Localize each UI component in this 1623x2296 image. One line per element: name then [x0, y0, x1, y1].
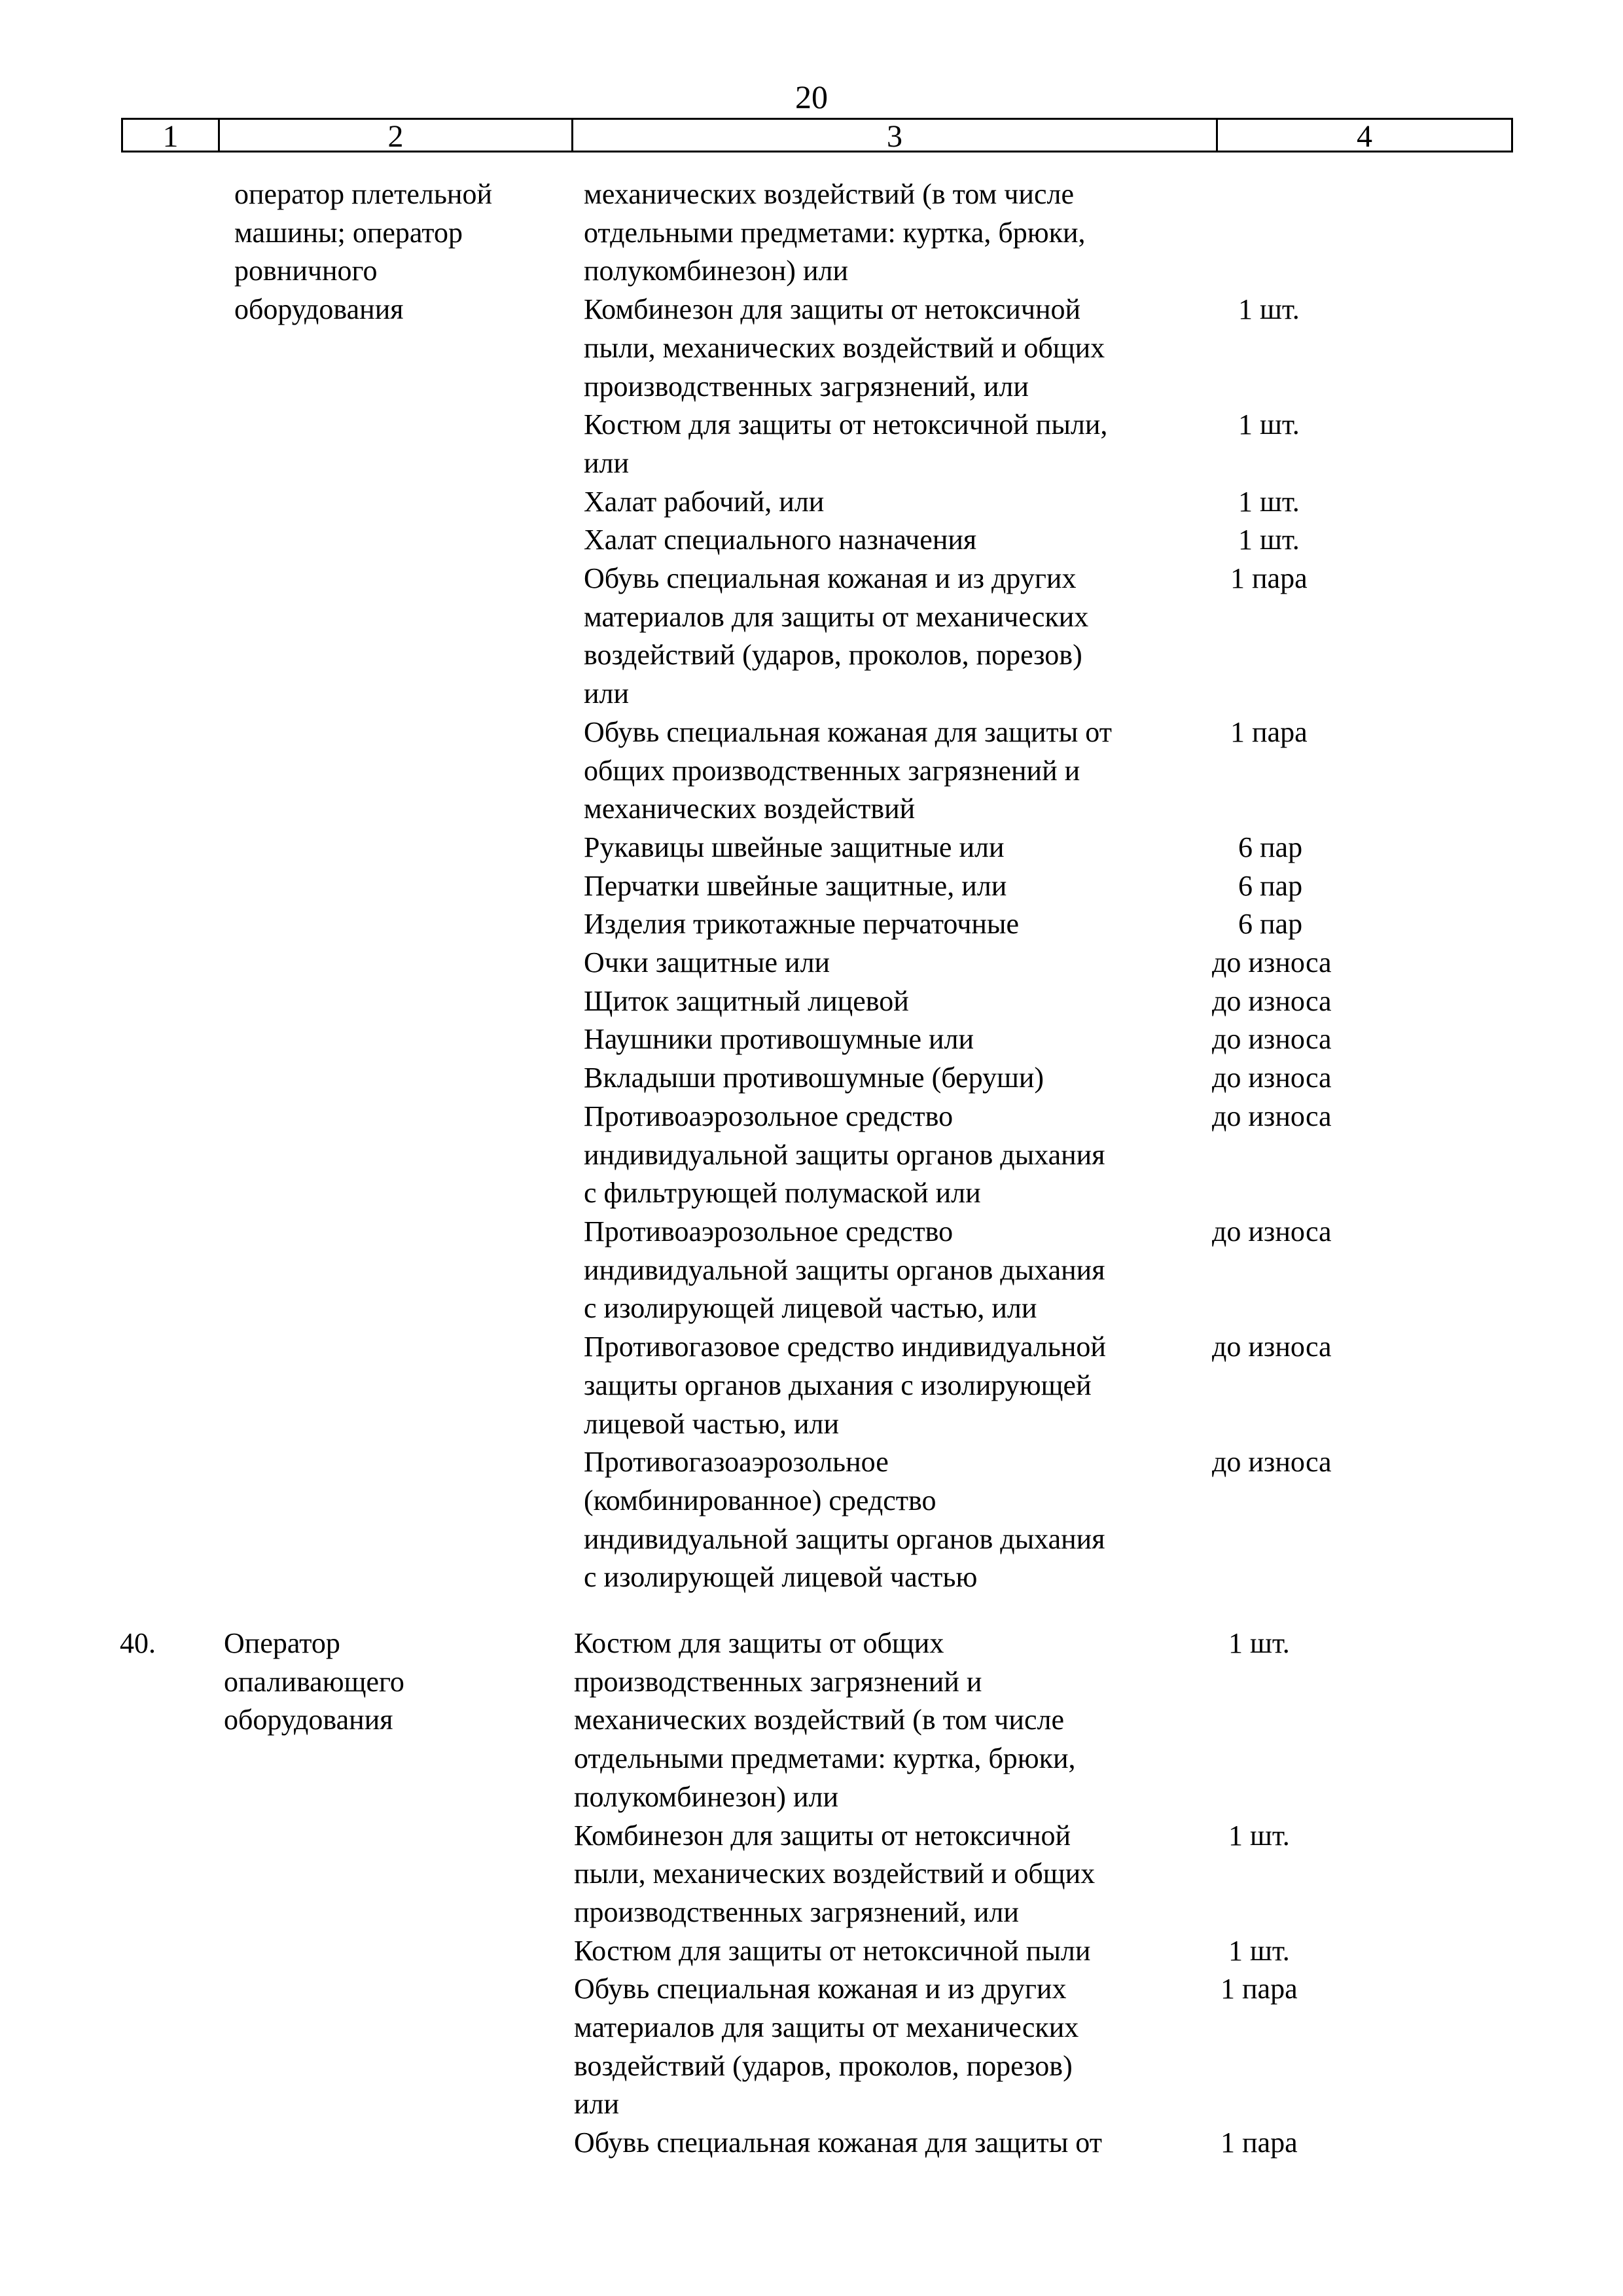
item-quantity: до износа — [1212, 1446, 1332, 1479]
table-header-col-1: 1 — [162, 119, 179, 154]
item-quantity: до износа — [1212, 946, 1332, 979]
item-name: Обувь специальная кожаная для защиты от — [574, 2126, 1102, 2159]
list-item — [584, 982, 1500, 1021]
item-name: Противогазоаэрозольное (комбинированное) средство индивидуальной защиты органов дыхания с изолирующей лицевой частью — [584, 1446, 1105, 1594]
item-quantity: 1 шт. — [1238, 524, 1300, 556]
list-item — [584, 175, 1500, 291]
list-item — [584, 713, 1500, 829]
item-quantity: 1 пара — [1230, 715, 1308, 748]
item-name: Очки защитные или — [584, 946, 830, 979]
occupation-line: Оператор — [224, 1627, 340, 1659]
item-name: механических воздействий (в том числе отдельными предметами: куртка, брюки, полукомбинезон) или — [584, 178, 1086, 287]
occupation-line: машины; оператор — [234, 216, 463, 249]
item-quantity: до износа — [1212, 1331, 1332, 1363]
row-number: 40. — [120, 1627, 156, 1659]
items-list — [574, 1624, 1490, 2162]
item-name: Обувь специальная кожаная и из других материалов для защиты от механических воздействий (ударов, проколов, порезов) или — [574, 1973, 1079, 2121]
item-quantity: до износа — [1212, 1062, 1332, 1094]
occupation-line: оператор плетельной — [234, 178, 493, 210]
item-name: Щиток защитный лицевой — [584, 984, 909, 1017]
item-quantity: 1 пара — [1221, 1973, 1298, 2005]
list-item — [574, 2124, 1490, 2162]
list-item — [584, 1098, 1500, 1213]
item-quantity: до износа — [1212, 984, 1332, 1017]
list-item — [584, 1213, 1500, 1328]
item-name: Изделия трикотажные перчаточные — [584, 908, 1020, 941]
table-header-col-2: 2 — [218, 120, 571, 151]
item-quantity: 1 шт. — [1238, 293, 1300, 326]
table-header-row — [121, 118, 1513, 152]
item-quantity: 1 пара — [1221, 2126, 1298, 2159]
item-quantity: 1 шт. — [1228, 1819, 1290, 1852]
list-item — [584, 483, 1500, 522]
occupation-line: оборудования — [224, 1704, 393, 1736]
item-name: Костюм для защиты от нетоксичной пыли, или — [584, 408, 1108, 479]
list-item — [584, 944, 1500, 982]
occupation-line: оборудования — [234, 293, 404, 326]
list-item — [584, 560, 1500, 713]
item-name: Вкладыши противошумные (беруши) — [584, 1062, 1044, 1094]
section-40 — [0, 1624, 1623, 2214]
item-quantity: 6 пар — [1238, 869, 1303, 902]
list-item — [584, 905, 1500, 944]
table-header-col-3: 3 — [571, 120, 1216, 151]
list-item — [574, 1970, 1490, 2124]
occupation-cell — [224, 1624, 564, 1740]
item-quantity: 1 шт. — [1228, 1934, 1290, 1967]
item-quantity: 1 шт. — [1228, 1627, 1290, 1659]
item-quantity: до износа — [1212, 1100, 1332, 1132]
occupation-line: опаливающего — [224, 1665, 404, 1698]
item-name: Наушники противошумные или — [584, 1023, 974, 1056]
table-header-col-4: 4 — [1216, 120, 1511, 151]
item-name: Халат рабочий, или — [584, 485, 825, 518]
item-quantity: до износа — [1212, 1023, 1332, 1056]
list-item — [574, 1624, 1490, 1817]
item-name: Рукавицы швейные защитные или — [584, 831, 1005, 863]
item-name: Халат специального назначения — [584, 524, 977, 556]
item-name: Противоаэрозольное средство индивидуальной защиты органов дыхания с изолирующей лицевой частью, или — [584, 1215, 1105, 1325]
list-item — [574, 1817, 1490, 1932]
page-number: 20 — [795, 79, 828, 115]
occupation-cell — [234, 175, 575, 329]
section-continued — [0, 175, 1623, 1594]
list-item — [584, 406, 1500, 482]
item-quantity: 6 пар — [1238, 908, 1303, 941]
item-quantity: 1 шт. — [1238, 408, 1300, 441]
item-name: Обувь специальная кожаная и из других материалов для защиты от механических воздействий (ударов, проколов, порезов) или — [584, 562, 1089, 710]
items-list — [584, 175, 1500, 1597]
item-quantity: 1 пара — [1230, 562, 1308, 595]
item-name: Костюм для защиты от общих производственных загрязнений и механических воздействий (в том числе отдельными предметами: куртка, брюки, полукомбинезон) или — [574, 1627, 1076, 1813]
list-item — [584, 291, 1500, 406]
item-quantity: 6 пар — [1238, 831, 1303, 863]
item-name: Противогазовое средство индивидуальной защиты органов дыхания с изолирующей лицевой частью, или — [584, 1331, 1106, 1440]
list-item — [584, 1328, 1500, 1443]
list-item — [574, 1932, 1490, 1971]
list-item — [584, 1020, 1500, 1059]
item-name: Комбинезон для защиты от нетоксичной пыли, механических воздействий и общих производственных загрязнений, или — [584, 293, 1105, 403]
list-item — [584, 1443, 1500, 1597]
item-name: Противоаэрозольное средство индивидуальной защиты органов дыхания с фильтрующей полумаской или — [584, 1100, 1105, 1210]
list-item — [584, 1059, 1500, 1098]
item-quantity: 1 шт. — [1238, 485, 1300, 518]
list-item — [584, 829, 1500, 867]
item-quantity: до износа — [1212, 1215, 1332, 1247]
item-name: Комбинезон для защиты от нетоксичной пыли, механических воздействий и общих производственных загрязнений, или — [574, 1819, 1096, 1928]
item-name: Костюм для защиты от нетоксичной пыли — [574, 1934, 1091, 1967]
item-name: Перчатки швейные защитные, или — [584, 869, 1007, 902]
list-item — [584, 521, 1500, 560]
occupation-line: ровничного — [234, 255, 378, 287]
item-name: Обувь специальная кожаная для защиты от общих производственных загрязнений и механических воздействий — [584, 715, 1112, 825]
list-item — [584, 867, 1500, 906]
